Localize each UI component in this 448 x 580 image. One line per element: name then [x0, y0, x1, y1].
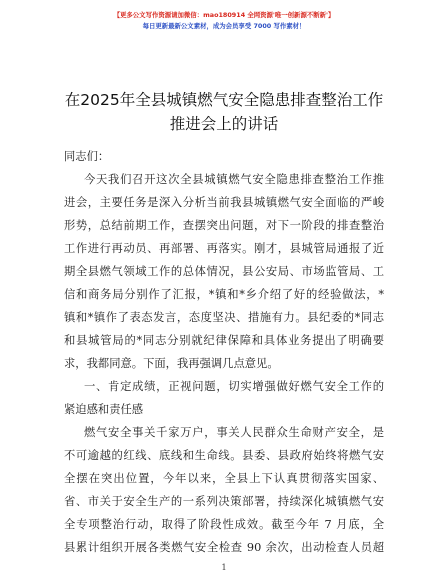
- paragraph-1-line: 期全县燃气领域工作的总体情况，县公安局、市场监管局、工: [64, 265, 384, 278]
- paragraph-1-line: 形势，总结前期工作，查摆突出问题，对下一阶段的排查整治: [64, 219, 384, 232]
- section-heading-1-cont: 紧迫感和责任感: [64, 403, 144, 416]
- paragraph-1-line: 工作进行再动员、再部署、再落实。刚才，县城管局通报了近: [64, 242, 384, 255]
- section-heading-1: 一、肯定成绩，正视问题，切实增强做好燃气安全工作的: [84, 380, 384, 393]
- paragraph-1-line: 今天我们召开这次全县城镇燃气安全隐患排查整治工作推: [84, 173, 384, 186]
- promo-banner-line-1: 【更多公文写作资源请加微信：mao180914 全网资源'唯一创新源不断新'】: [113, 11, 335, 19]
- paragraph-1-line: 镇和*镇作了表态发言，态度坚决、措施有力。县纪委的*同志: [64, 311, 384, 324]
- paragraph-1-line: 求，我都同意。下面，我再强调几点意见。: [64, 357, 279, 370]
- promo-banner-line-2: 每日更新最新公文素材，成为会员享受 7000 写作素材！: [142, 22, 306, 30]
- paragraph-2-line: 县累计组织开展各类燃气安全检查 90 余次，出动检查人员超: [64, 541, 384, 554]
- paragraph-1-line: 信和商务局分别作了汇报，*镇和*乡介绍了好的经验做法，*: [64, 288, 384, 301]
- paragraph-2-line: 全专项整治行动，取得了阶段性成效。截至今年 7 月底，全: [64, 518, 384, 531]
- document-title-line-1: 在2025年全县城镇燃气安全隐患排查整治工作: [64, 91, 384, 109]
- paragraph-2-line: 省、市关于安全生产的一系列决策部署，持续深化城镇燃气安: [64, 495, 384, 508]
- paragraph-2-line: 不可逾越的红线、底线和生命线。县委、县政府始终将燃气安: [64, 449, 384, 462]
- paragraph-1-line: 进会，主要任务是深入分析当前我县城镇燃气安全面临的严峻: [64, 196, 384, 209]
- paragraph-2-line: 全摆在突出位置，今年以来，全县上下认真贯彻落实国家、: [64, 472, 384, 485]
- paragraph-2-line: 燃气安全事关千家万户，事关人民群众生命财产安全，是: [84, 426, 384, 439]
- salutation: 同志们：: [64, 150, 110, 163]
- paragraph-1-line: 和县城管局的*同志分别就纪律保障和具体业务提出了明确要: [64, 334, 384, 347]
- page-number: 1: [221, 563, 227, 572]
- document-title-line-2: 推进会上的讲话: [169, 115, 279, 133]
